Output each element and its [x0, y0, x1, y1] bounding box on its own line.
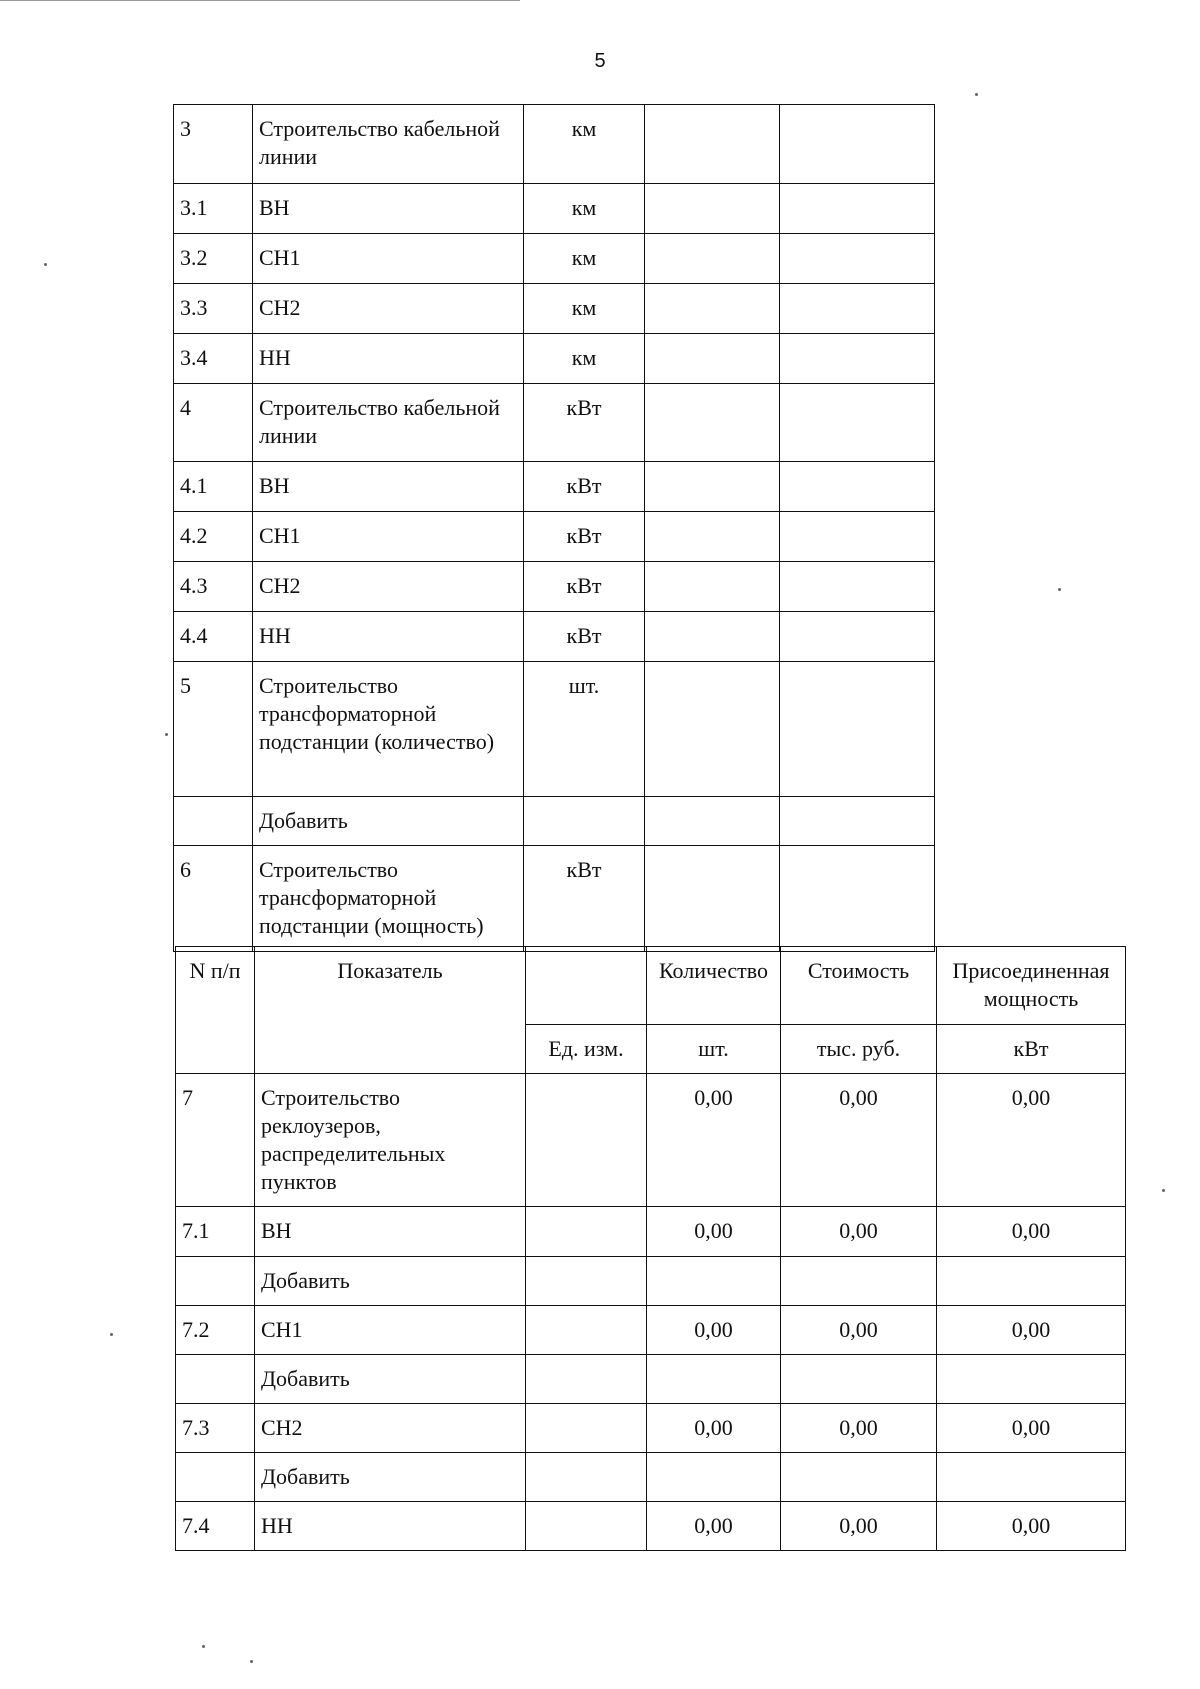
empty-cell [645, 662, 780, 797]
indicator-cell: ВН [253, 184, 524, 234]
empty-cell [780, 234, 935, 284]
unit-cell [526, 1207, 647, 1257]
empty-cell [780, 334, 935, 384]
row-number: 3.1 [174, 184, 253, 234]
table-row [174, 234, 935, 284]
empty-cell [645, 184, 780, 234]
unit-cell: кВт [524, 512, 645, 562]
row-number: 7.4 [176, 1502, 255, 1551]
table-row [176, 1355, 1126, 1404]
power-cell: 0,00 [937, 1502, 1126, 1551]
scan-speck [44, 263, 47, 266]
scan-speck [110, 1333, 113, 1336]
power-cell: 0,00 [937, 1207, 1126, 1257]
row-number: 7.2 [176, 1306, 255, 1355]
cost-cell: 0,00 [781, 1074, 937, 1207]
unit-cell [526, 1074, 647, 1207]
row-number: 4.3 [174, 562, 253, 612]
table-row [174, 662, 935, 797]
unit-cell: км [524, 105, 645, 184]
empty-cell [780, 512, 935, 562]
quantity-cell [647, 1257, 781, 1306]
cost-cell: 0,00 [781, 1404, 937, 1453]
table-row [174, 184, 935, 234]
empty-cell [645, 512, 780, 562]
empty-cell [780, 562, 935, 612]
indicator-cell: СН1 [253, 234, 524, 284]
row-number: 3.2 [174, 234, 253, 284]
empty-cell [645, 797, 780, 846]
indicator-cell: ВН [255, 1207, 526, 1257]
row-number [176, 1453, 255, 1502]
indicator-cell: СН1 [255, 1306, 526, 1355]
add-row-label: Добавить [255, 1257, 526, 1306]
table-row [176, 1404, 1126, 1453]
power-cell [937, 1453, 1126, 1502]
empty-cell [645, 612, 780, 662]
empty-cell [645, 384, 780, 462]
row-number [174, 797, 253, 846]
table-row [176, 1502, 1126, 1551]
header-unit-label: Ед. изм. [526, 1025, 647, 1074]
scan-speck [975, 93, 978, 96]
empty-cell [645, 234, 780, 284]
indicator-cell: СН2 [255, 1404, 526, 1453]
unit-cell [524, 797, 645, 846]
scan-speck [1162, 1189, 1165, 1192]
indicator-cell: Строительство трансформаторной подстанции (мощность) [253, 846, 524, 952]
cost-cell: 0,00 [781, 1502, 937, 1551]
power-cell [937, 1257, 1126, 1306]
scan-speck [165, 733, 168, 736]
empty-cell [780, 612, 935, 662]
empty-cell [645, 105, 780, 184]
cost-cell [781, 1355, 937, 1404]
header-quantity: Количество [647, 947, 781, 1025]
indicator-cell: СН2 [253, 562, 524, 612]
power-cell: 0,00 [937, 1306, 1126, 1355]
indicator-cell: Строительство кабельной линии [253, 384, 524, 462]
table-row [176, 1306, 1126, 1355]
row-number: 6 [174, 846, 253, 952]
header-power: Присоединенная мощность [937, 947, 1126, 1025]
empty-cell [780, 184, 935, 234]
unit-cell [526, 1355, 647, 1404]
row-number: 7 [176, 1074, 255, 1207]
page-number: 5 [594, 50, 606, 72]
header-num: N п/п [176, 947, 255, 1074]
unit-cell [526, 1453, 647, 1502]
quantity-cell: 0,00 [647, 1502, 781, 1551]
unit-cell: кВт [524, 384, 645, 462]
empty-cell [780, 384, 935, 462]
indicator-cell: ВН [253, 462, 524, 512]
header-indicator: Показатель [255, 947, 526, 1074]
empty-cell [780, 846, 935, 952]
indicator-cell: НН [255, 1502, 526, 1551]
row-number: 7.3 [176, 1404, 255, 1453]
empty-cell [780, 105, 935, 184]
table-row [174, 562, 935, 612]
unit-cell [526, 1257, 647, 1306]
empty-cell [780, 462, 935, 512]
header-empty [526, 947, 647, 1025]
indicator-cell: СН1 [253, 512, 524, 562]
add-row-label: Добавить [253, 797, 524, 846]
unit-cell: кВт [524, 846, 645, 952]
unit-cell [526, 1502, 647, 1551]
header-cost: Стоимость [781, 947, 937, 1025]
empty-cell [645, 562, 780, 612]
indicator-cell: НН [253, 612, 524, 662]
unit-cell: км [524, 334, 645, 384]
scan-edge-line [0, 0, 520, 1]
row-number: 3 [174, 105, 253, 184]
table-row [176, 1207, 1126, 1257]
row-number: 3.3 [174, 284, 253, 334]
table-row [174, 797, 935, 846]
quantity-cell: 0,00 [647, 1404, 781, 1453]
unit-cell [526, 1306, 647, 1355]
row-number: 7.1 [176, 1207, 255, 1257]
table-row [174, 612, 935, 662]
table-row [176, 1074, 1126, 1207]
empty-cell [780, 284, 935, 334]
table-row [176, 1257, 1126, 1306]
table-row [174, 512, 935, 562]
quantity-cell: 0,00 [647, 1074, 781, 1207]
table-row [174, 462, 935, 512]
lower-table [175, 946, 1126, 1551]
unit-cell: кВт [524, 562, 645, 612]
indicator-cell: Строительство трансформаторной подстанции (количество) [253, 662, 524, 797]
quantity-cell [647, 1355, 781, 1404]
empty-cell [645, 846, 780, 952]
unit-cell: км [524, 234, 645, 284]
header-power-unit: кВт [937, 1025, 1126, 1074]
header-row [176, 947, 1126, 1025]
table-row [174, 846, 935, 952]
cost-cell [781, 1453, 937, 1502]
unit-cell: кВт [524, 612, 645, 662]
unit-cell: шт. [524, 662, 645, 797]
table-row [176, 1453, 1126, 1502]
add-row-label: Добавить [255, 1355, 526, 1404]
empty-cell [780, 797, 935, 846]
quantity-cell: 0,00 [647, 1306, 781, 1355]
add-row-label: Добавить [255, 1453, 526, 1502]
row-number: 3.4 [174, 334, 253, 384]
power-cell: 0,00 [937, 1074, 1126, 1207]
table-row [174, 284, 935, 334]
cost-cell: 0,00 [781, 1306, 937, 1355]
table-row [174, 384, 935, 462]
scan-speck [250, 1660, 253, 1663]
indicator-cell: НН [253, 334, 524, 384]
power-cell: 0,00 [937, 1404, 1126, 1453]
unit-cell [526, 1404, 647, 1453]
row-number: 4 [174, 384, 253, 462]
table-row [174, 105, 935, 184]
header-quantity-unit: шт. [647, 1025, 781, 1074]
empty-cell [645, 284, 780, 334]
indicator-cell: Строительство кабельной линии [253, 105, 524, 184]
power-cell [937, 1355, 1126, 1404]
row-number: 4.2 [174, 512, 253, 562]
indicator-cell: Строительство реклоузеров, распределительных пунктов [255, 1074, 526, 1207]
table-row [174, 334, 935, 384]
unit-cell: км [524, 184, 645, 234]
cost-cell [781, 1257, 937, 1306]
scan-speck [1058, 588, 1061, 591]
row-number: 4.4 [174, 612, 253, 662]
empty-cell [780, 662, 935, 797]
row-number [176, 1355, 255, 1404]
indicator-cell: СН2 [253, 284, 524, 334]
cost-cell: 0,00 [781, 1207, 937, 1257]
unit-cell: км [524, 284, 645, 334]
header-cost-unit: тыс. руб. [781, 1025, 937, 1074]
empty-cell [645, 334, 780, 384]
row-number: 5 [174, 662, 253, 797]
scan-speck [202, 1645, 205, 1648]
row-number: 4.1 [174, 462, 253, 512]
row-number [176, 1257, 255, 1306]
unit-cell: кВт [524, 462, 645, 512]
quantity-cell: 0,00 [647, 1207, 781, 1257]
upper-table [173, 104, 935, 952]
quantity-cell [647, 1453, 781, 1502]
empty-cell [645, 462, 780, 512]
